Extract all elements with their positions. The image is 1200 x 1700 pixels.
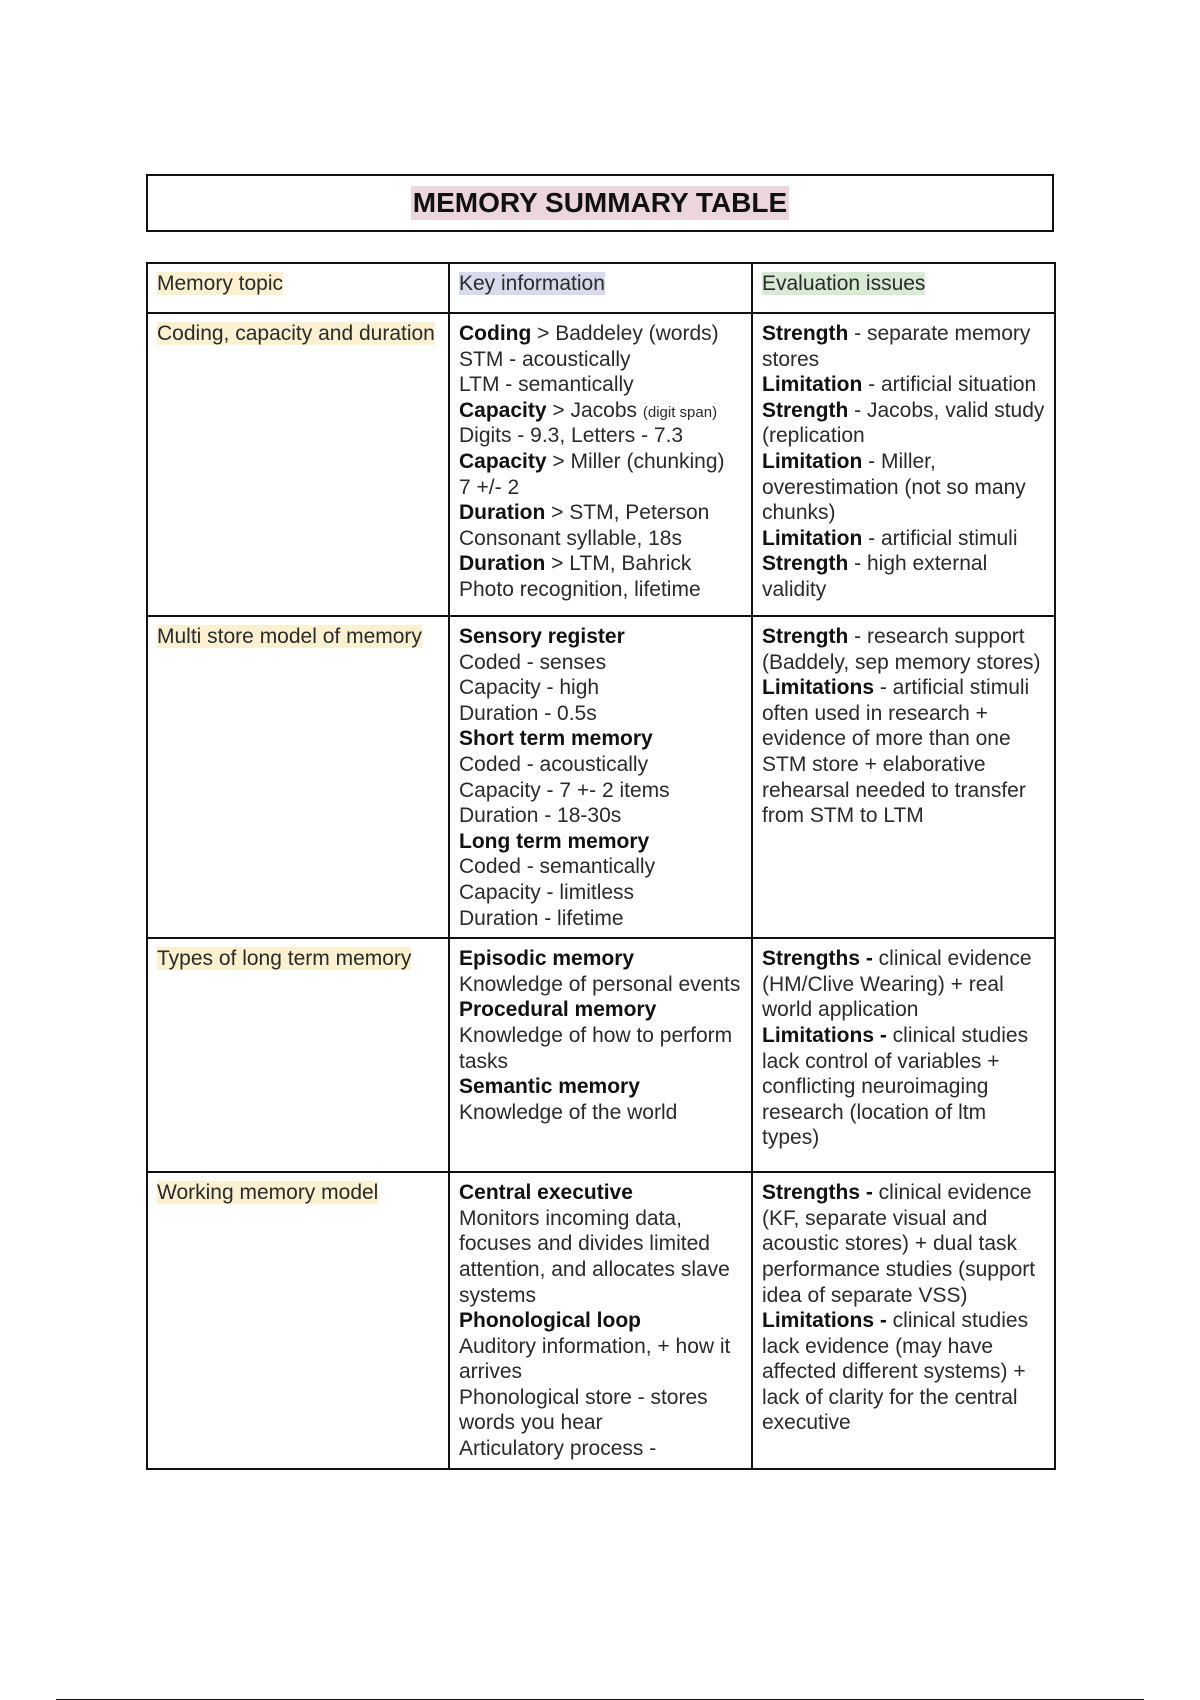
key-line: [459, 1180, 742, 1206]
key-line: [459, 1436, 742, 1462]
evaluation-cell: [752, 616, 1055, 938]
key-information-cell: [449, 313, 752, 616]
line-text: - artificial stimuli often used in research + evidence of more than one STM store + elaborative rehearsal needed to transfer from STM to LTM: [762, 676, 1030, 828]
bold-term: Limitations -: [762, 1309, 887, 1333]
key-line: [459, 675, 742, 701]
line-text: > Miller (chunking): [546, 449, 725, 473]
bold-term: Sensory register: [459, 625, 625, 648]
key-line: [459, 829, 742, 855]
key-line: [459, 701, 742, 727]
line-text: > STM, Peterson: [545, 501, 710, 525]
evaluation-line: [762, 526, 1045, 552]
evaluation-line: [762, 321, 1045, 372]
key-line: [459, 906, 742, 932]
bold-term: Short term memory: [459, 727, 653, 751]
evaluation-line: [762, 675, 1045, 829]
key-line: [459, 551, 742, 577]
line-text: Photo recognition, lifetime: [459, 577, 701, 601]
evaluation-line: [762, 1023, 1045, 1151]
evaluation-line: [762, 1308, 1045, 1436]
line-text: - artificial situation: [862, 373, 1037, 397]
bold-term: Strength: [762, 552, 849, 576]
line-text: Articulatory process -: [459, 1437, 657, 1461]
topic-label: Multi store model of memory: [157, 625, 422, 648]
key-line: [459, 500, 742, 526]
line-text: Coded - semantically: [459, 855, 656, 879]
bold-term: Limitation: [762, 373, 863, 397]
line-text: - Jacobs, valid study (replication: [762, 398, 1045, 448]
key-line: [459, 475, 742, 501]
line-text: clinical evidence (KF, separate visual and acoustic stores) + dual task performance studies (support idea of separate VSS): [762, 1181, 1036, 1307]
bold-term: Limitation: [762, 526, 863, 550]
small-note: (digit span): [642, 403, 718, 421]
memory-summary-table: [146, 262, 1056, 1470]
evaluation-line: [762, 449, 1045, 526]
line-text: 7 +/- 2: [459, 475, 520, 499]
key-line: [459, 1385, 742, 1436]
topic-cell: [147, 616, 449, 938]
key-line: [459, 1334, 742, 1385]
evaluation-cell: [752, 938, 1055, 1172]
line-text: Knowledge of personal events: [459, 972, 741, 996]
bold-term: Duration: [459, 501, 546, 525]
key-line: [459, 624, 742, 650]
header-key-information: Key information: [459, 272, 605, 295]
line-text: STM - acoustically: [459, 347, 631, 371]
key-line: [459, 1206, 742, 1308]
line-text: - research support (Baddely, sep memory stores): [762, 625, 1041, 674]
header-key-cell: [449, 263, 752, 313]
line-text: Coded - senses: [459, 650, 607, 674]
line-text: Digits - 9.3, Letters - 7.3: [459, 424, 684, 448]
line-text: - Miller, overestimation (not so many chunks): [762, 449, 1026, 525]
key-line: [459, 752, 742, 778]
key-line: [459, 423, 742, 449]
line-text: Capacity - high: [459, 676, 600, 700]
key-line: [459, 321, 742, 347]
header-evaluation-cell: [752, 263, 1055, 313]
topic-label: Coding, capacity and duration: [157, 322, 435, 345]
table-row: [147, 616, 1055, 938]
bold-term: Strength: [762, 398, 849, 422]
header-row: [147, 263, 1055, 313]
key-line: [459, 650, 742, 676]
key-line: [459, 803, 742, 829]
evaluation-line: [762, 946, 1045, 1023]
table-row: [147, 1172, 1055, 1469]
line-text: clinical studies lack evidence (may have affected different systems) + lack of clarity for the central executive: [762, 1309, 1029, 1435]
bold-term: Semantic memory: [459, 1075, 640, 1099]
line-text: > LTM, Bahrick: [545, 552, 692, 576]
key-information-cell: [449, 616, 752, 938]
line-text: - high external validity: [762, 552, 988, 601]
key-line: [459, 1100, 742, 1126]
bold-term: Strength: [762, 625, 849, 648]
line-text: Capacity - 7 +- 2 items: [459, 778, 670, 802]
key-line: [459, 449, 742, 475]
line-text: Duration - 18-30s: [459, 804, 622, 828]
bold-term: Duration: [459, 552, 546, 576]
line-text: Duration - lifetime: [459, 906, 624, 930]
line-text: - artificial stimuli: [862, 526, 1018, 550]
key-line: [459, 526, 742, 552]
evaluation-line: [762, 372, 1045, 398]
evaluation-line: [762, 398, 1045, 449]
line-text: Capacity - limitless: [459, 880, 635, 904]
topic-cell: [147, 938, 449, 1172]
bold-term: Long term memory: [459, 829, 650, 853]
bold-term: Limitation: [762, 449, 863, 473]
bold-term: Phonological loop: [459, 1309, 641, 1333]
bold-term: Limitations -: [762, 1023, 887, 1047]
key-line: [459, 778, 742, 804]
bold-term: Episodic memory: [459, 947, 635, 971]
line-text: > Baddeley (words): [531, 322, 719, 345]
line-text: Knowledge of the world: [459, 1100, 678, 1124]
line-text: - separate memory stores: [762, 322, 1031, 371]
title-box: [146, 174, 1054, 232]
key-line: [459, 972, 742, 998]
key-line: [459, 347, 742, 373]
key-line: [459, 372, 742, 398]
topic-cell: [147, 1172, 449, 1469]
key-line: [459, 946, 742, 972]
key-line: [459, 1308, 742, 1334]
line-text: LTM - semantically: [459, 373, 634, 397]
key-line: [459, 854, 742, 880]
line-text: Consonant syllable, 18s: [459, 526, 682, 550]
key-line: [459, 1023, 742, 1074]
topic-label: Types of long term memory: [157, 947, 412, 971]
bold-term: Limitations: [762, 676, 875, 700]
line-text: Duration - 0.5s: [459, 701, 597, 725]
page-title: MEMORY SUMMARY TABLE: [412, 187, 788, 218]
evaluation-line: [762, 1180, 1045, 1308]
line-text: clinical studies lack control of variables + conflicting neuroimaging research (location of ltm types): [762, 1023, 1029, 1150]
line-text: clinical evidence (HM/Clive Wearing) + real world application: [762, 947, 1032, 1022]
key-information-cell: [449, 1172, 752, 1469]
line-text: Phonological store - stores words you hear: [459, 1385, 708, 1435]
key-line: [459, 726, 742, 752]
line-text: Auditory information, + how it arrives: [459, 1334, 731, 1384]
table-row: [147, 938, 1055, 1172]
topic-label: Working memory model: [157, 1181, 379, 1205]
evaluation-cell: [752, 1172, 1055, 1469]
key-line: [459, 1074, 742, 1100]
line-text: Coded - acoustically: [459, 752, 649, 776]
key-line: [459, 577, 742, 603]
evaluation-line: [762, 624, 1045, 675]
line-text: Knowledge of how to perform tasks: [459, 1023, 733, 1073]
key-line: [459, 398, 742, 424]
bold-term: Capacity: [459, 398, 547, 422]
key-information-cell: [449, 938, 752, 1172]
line-text: Monitors incoming data, focuses and divides limited attention, and allocates slave systems: [459, 1206, 730, 1307]
bold-term: Capacity: [459, 449, 547, 473]
evaluation-cell: [752, 313, 1055, 616]
header-evaluation-issues: Evaluation issues: [762, 272, 926, 295]
bold-term: Strength: [762, 322, 849, 345]
bold-term: Central executive: [459, 1181, 633, 1205]
bold-term: Strengths -: [762, 947, 873, 971]
header-topic: Memory topic: [157, 272, 284, 295]
bold-term: Procedural memory: [459, 998, 657, 1022]
header-topic-cell: [147, 263, 449, 313]
topic-cell: [147, 313, 449, 616]
key-line: [459, 997, 742, 1023]
bold-term: Strengths -: [762, 1181, 873, 1205]
evaluation-line: [762, 551, 1045, 602]
line-text: > Jacobs: [546, 398, 643, 422]
table-row: [147, 313, 1055, 616]
bold-term: Coding: [459, 322, 532, 345]
key-line: [459, 880, 742, 906]
